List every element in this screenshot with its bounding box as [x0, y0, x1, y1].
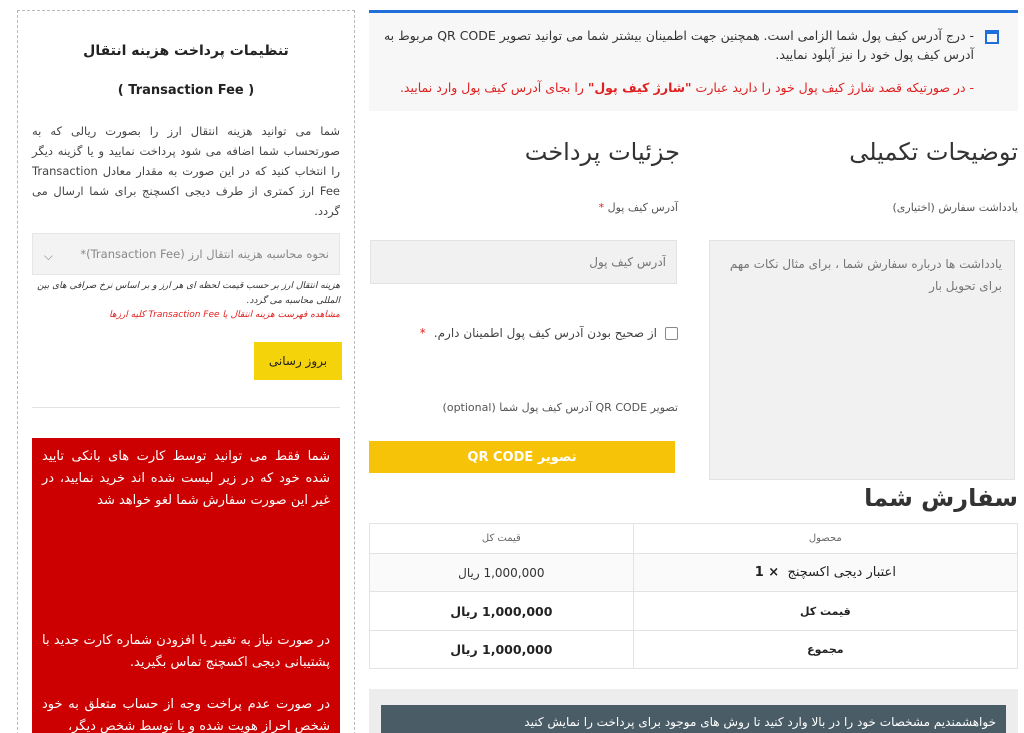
order-note-textarea[interactable]: [709, 240, 1015, 480]
subtotal-label: قیمت کل: [633, 592, 1017, 630]
wallet-notice: [369, 10, 1018, 111]
required-mark: *: [419, 326, 426, 340]
card-warning-box: [32, 438, 340, 733]
sidebar-title: تنظیمات پرداخت هزینه انتقال: [83, 43, 289, 59]
product-column-header: محصول: [633, 524, 1017, 554]
payment-details-heading: جزئیات پرداخت: [524, 138, 680, 166]
table-row: [370, 630, 1018, 668]
confirm-wallet-row: [420, 326, 678, 340]
fee-note: هزینه انتقال ارز بر حسب قیمت لحظه ای هر ارز و بر اساس نرخ صرافی های بین المللی محاسبه می گردد.: [37, 281, 340, 306]
confirm-wallet-checkbox[interactable]: [665, 327, 678, 340]
transaction-fee-sidebar: [17, 10, 355, 733]
your-order-heading: سفارش شما: [864, 484, 1018, 512]
sidebar-subtitle: ( Transaction Fee ): [117, 83, 255, 98]
card-warning-text-1: شما فقط می توانید توسط کارت های بانکی تایید شده خود که در زیر لیست شده اند خرید نمایید، در غیر این صورت سفارش شما لغو خواهد شد: [42, 449, 330, 508]
wallet-notice-line-2: [381, 80, 974, 95]
confirm-wallet-label: از صحیح بودن آدرس کیف پول اطمینان دارم.: [433, 326, 657, 340]
order-item-qty: × 1: [754, 565, 780, 581]
qr-code-upload-button[interactable]: تصویر QR CODE: [369, 441, 675, 473]
wallet-notice-line-2-suffix: را بجای آدرس کیف پول وارد نمایید.: [399, 80, 588, 95]
chevron-down-icon: ⌵: [43, 249, 53, 263]
order-item-name-text: اعتبار دیجی اکسچنج: [787, 565, 896, 581]
order-table: [369, 523, 1018, 669]
wallet-address-label: [599, 201, 678, 214]
wallet-address-input[interactable]: [370, 240, 677, 284]
card-warning-text-3: در صورت عدم پراخت وجه از حساب متعلق به خود شخص احراز هویت شده و یا توسط شخص دیگر،: [42, 697, 330, 733]
required-mark: *: [598, 201, 605, 214]
update-button[interactable]: بروز رسانی: [254, 342, 342, 380]
wallet-notice-line-2-prefix: - در صورتیکه قصد شارژ کیف پول خود را دارید عبارت: [691, 80, 974, 95]
additional-info-heading: توضیحات تکمیلی: [849, 138, 1018, 166]
table-header-row: [370, 524, 1018, 554]
order-note-label: یادداشت سفارش (اختیاری): [892, 201, 1018, 214]
payment-methods-notice: خواهشمندیم مشخصات خود را در بالا وارد کنید تا روش های موجود برای پرداخت را نمایش کنید: [381, 705, 1006, 733]
total-label: مجموع: [633, 630, 1017, 668]
price-column-header: قیمت کل: [370, 524, 634, 554]
wallet-notice-line-2-bold: "شارژ کیف پول": [587, 80, 692, 95]
table-row: [370, 554, 1018, 592]
qr-code-label: تصویر QR CODE آدرس کیف پول شما (optional): [442, 401, 678, 414]
fee-list-link[interactable]: مشاهده فهرست هزینه انتقال یا Transaction Fee کلیه ارزها: [109, 310, 340, 320]
wallet-notice-line-1: - درج آدرس کیف پول شما الزامی است. همچنین جهت اطمینان بیشتر شما می توانید تصویر QR CODE مربوط به آدرس کیف پول خود را نیز آپلود نمایید.: [383, 28, 974, 62]
table-row: [370, 592, 1018, 630]
order-item-name: [633, 554, 1017, 592]
sidebar-description: شما می توانید هزینه انتقال ارز را بصورت ریالی که به صورتحساب شما اضافه می شود پرداخت نمایید و یا گزینه دیگر را انتخاب کنید که در این صورت به مقدار معادل Transaction Fee ارز کمتری از طرف دیجی اکسچنج برای شما ارسال می گردد.: [32, 124, 340, 218]
card-warning-text-2: در صورت نیاز به تغییر یا افزودن شماره کارت جدید با پشتیبانی دیجی اکسچنج تماس بگیرید.: [42, 633, 330, 670]
fee-method-select-label: نحوه محاسبه هزینه انتقال ارز (Transaction Fee)*: [80, 247, 329, 261]
sidebar-divider: [32, 407, 340, 408]
order-item-price: 1,000,000 ریال: [370, 554, 634, 592]
total-value: 1,000,000 ریال: [370, 630, 634, 668]
wallet-address-label-text: آدرس کیف پول: [607, 201, 678, 214]
fee-method-select[interactable]: [32, 233, 340, 275]
subtotal-value: 1,000,000 ریال: [370, 592, 634, 630]
window-icon: [985, 30, 999, 44]
